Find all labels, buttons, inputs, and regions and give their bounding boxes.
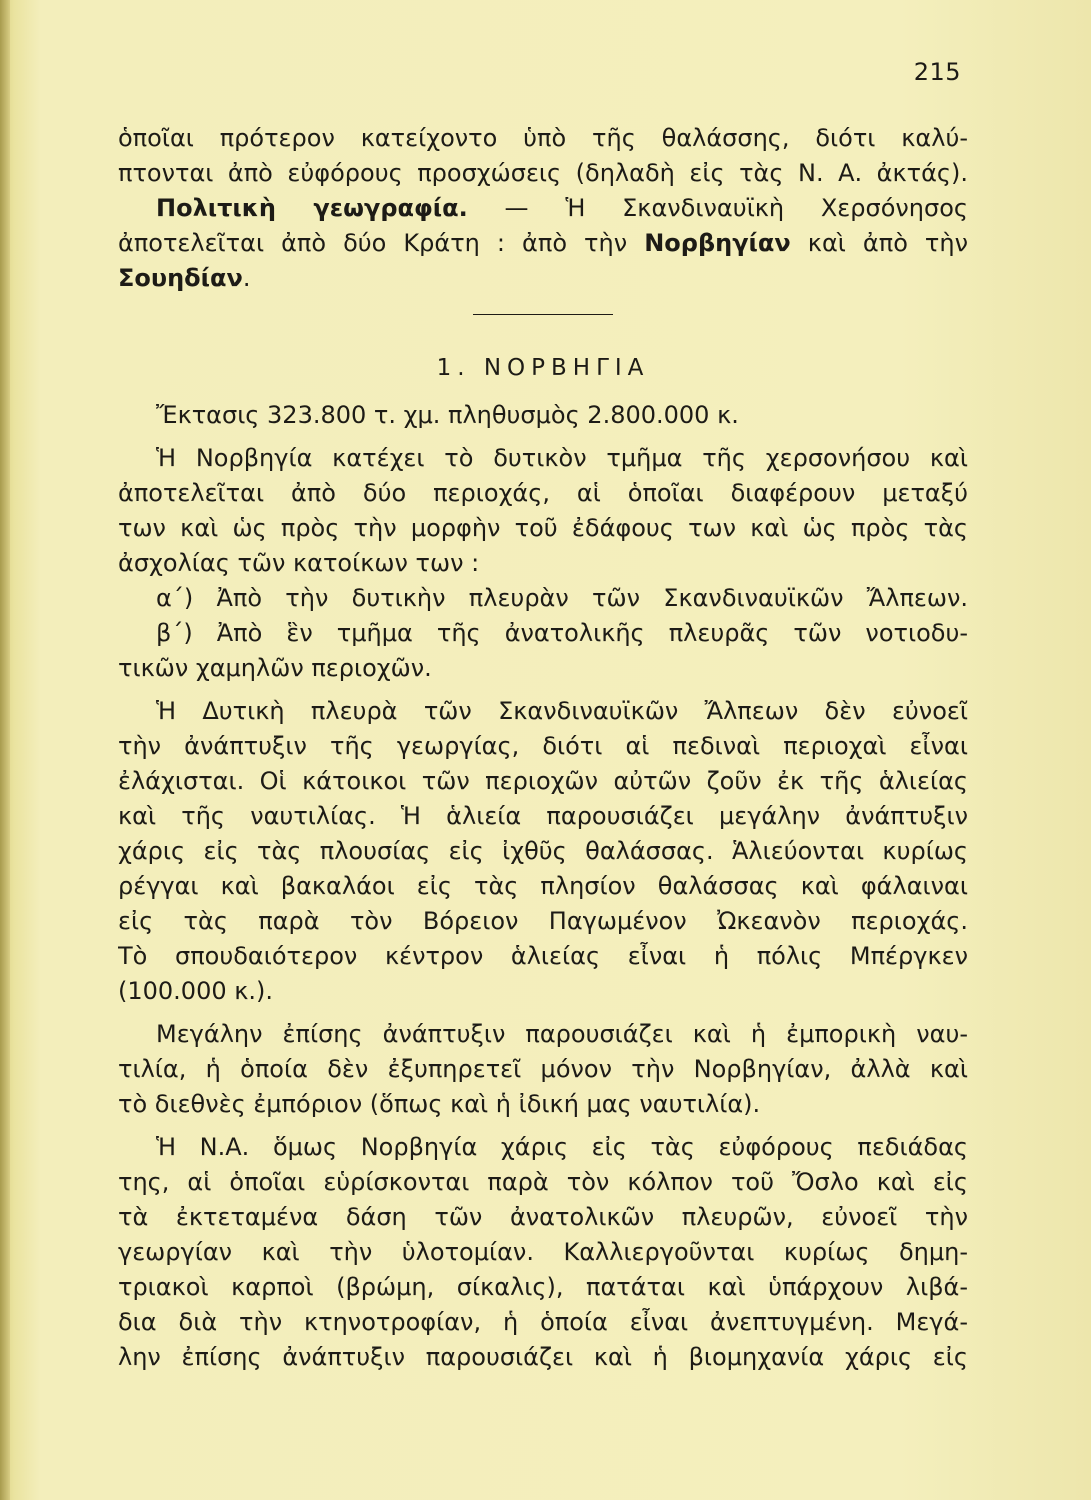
countries-text-end: καὶ ἀπὸ τὴν <box>790 229 968 257</box>
text-line: Ἡ Νορβηγία κατέχει τὸ δυτικὸν τμῆμα τῆς χερσονήσου καὶ <box>156 444 968 472</box>
text-line: χάρις εἰς τὰς πλουσίας εἰς ἰχθῦς θαλάσσας. Ἁλιεύονται κυρίως <box>118 837 968 865</box>
page-number: 215 <box>913 58 961 86</box>
countries-line <box>118 226 968 261</box>
page-text <box>118 121 968 1375</box>
country-norway: Νορβηγίαν <box>644 229 791 257</box>
section-divider <box>473 314 613 315</box>
text-line: της, αἱ ὁποῖαι εὑρίσκονται παρὰ τὸν κόλπον τοῦ Ὄσλο καὶ εἰς <box>118 1168 968 1196</box>
text-line: δια διὰ τὴν κτηνοτροφίαν, ἡ ὁποία εἶναι ἀνεπτυγμένη. Μεγά- <box>118 1308 968 1336</box>
list-item: β΄) Ἀπὸ ἓν τμῆμα τῆς ἀνατολικῆς πλευρᾶς τῶν νοτιοδυ- <box>156 619 968 647</box>
list-item: α΄) Ἀπὸ τὴν δυτικὴν πλευρὰν τῶν Σκανδιναυϊκῶν Ἄλπεων. <box>156 584 968 612</box>
text-line: ὁποῖαι πρότερον κατείχοντο ὑπὸ τῆς θαλάσσης, διότι καλύ- <box>118 124 968 152</box>
text-line: τὰ ἐκτεταμένα δάση τῶν ἀνατολικῶν πλευρῶν, εὐνοεῖ τὴν <box>118 1203 968 1231</box>
text-line: ἀποτελεῖται ἀπὸ δύο περιοχάς, αἱ ὁποῖαι διαφέρουν μεταξύ <box>118 479 968 507</box>
section-heading: 1. ΝΟΡΒΗΓΙΑ <box>436 355 650 381</box>
text-line: Τὸ σπουδαιότερον κέντρον ἁλιείας εἶναι ἡ πόλις Μπέργκεν <box>118 942 968 970</box>
text-line: Ἡ Δυτικὴ πλευρὰ τῶν Σκανδιναυϊκῶν Ἄλπεων δὲν εὐνοεῖ <box>156 697 968 725</box>
text-line: τικῶν χαμηλῶν περιοχῶν. <box>118 654 432 682</box>
country-sweden-period: . <box>242 264 251 292</box>
text-line: των καὶ ὡς πρὸς τὴν μορφὴν τοῦ ἐδάφους των καὶ ὡς πρὸς τὰς <box>118 514 968 542</box>
book-spine-shadow <box>0 0 10 1500</box>
text-line: καὶ τῆς ναυτιλίας. Ἡ ἁλιεία παρουσιάζει μεγάλην ἀνάπτυξιν <box>118 802 968 830</box>
political-geography-label: Πολιτικὴ γεωγραφία. <box>156 194 468 222</box>
text-line: λην ἐπίσης ἀνάπτυξιν παρουσιάζει καὶ ἡ βιομηχανία χάρις εἰς <box>118 1343 968 1371</box>
text-line: ἀσχολίας τῶν κατοίκων των : <box>118 549 480 577</box>
political-geography-text: — Ἡ Σκανδιναυϊκὴ Χερσόνησος <box>467 194 968 222</box>
text-line: ἐλάχισται. Οἱ κάτοικοι τῶν περιοχῶν αὐτῶν ζοῦν ἐκ τῆς ἁλιείας <box>118 767 968 795</box>
text-line: Μεγάλην ἐπίσης ἀνάπτυξιν παρουσιάζει καὶ ἡ ἐμπορικὴ ναυ- <box>156 1020 968 1048</box>
text-line: εἰς τὰς παρὰ τὸν Βόρειον Παγωμένον Ὠκεανὸν περιοχάς. <box>118 907 968 935</box>
area-population-line: Ἔκτασις 323.800 τ. χμ. πληθυσμὸς 2.800.000 κ. <box>156 401 739 429</box>
countries-text-start: ἀποτελεῖται ἀπὸ δύο Κράτη : ἀπὸ τὴν <box>118 229 645 257</box>
text-line: γεωργίαν καὶ τὴν ὑλοτομίαν. Καλλιεργοῦνται κυρίως δημη- <box>118 1238 968 1266</box>
text-line: ρέγγαι καὶ βακαλάοι εἰς τὰς πλησίον θαλάσσας καὶ φάλαιναι <box>118 872 968 900</box>
country-sweden-line <box>118 261 968 296</box>
country-sweden: Σουηδίαν <box>118 264 243 292</box>
text-line: τὸ διεθνὲς ἐμπόριον (ὅπως καὶ ἡ ἰδική μας ναυτιλία). <box>118 1090 761 1118</box>
text-line: Ἡ Ν.Α. ὅμως Νορβηγία χάρις εἰς τὰς εὐφόρους πεδιάδας <box>156 1133 968 1161</box>
text-line: τιλία, ἡ ὁποία δὲν ἐξυπηρετεῖ μόνον τὴν Νορβηγίαν, ἀλλὰ καὶ <box>118 1055 968 1083</box>
political-geography-line <box>118 191 968 226</box>
text-line: τριακοὶ καρποὶ (βρώμη, σίκαλις), πατάται καὶ ὑπάρχουν λιβά- <box>118 1273 968 1301</box>
text-line: (100.000 κ.). <box>118 977 274 1005</box>
text-line: πτονται ἀπὸ εὐφόρους προσχώσεις (δηλαδὴ εἰς τὰς Ν. Α. ἀκτάς). <box>118 159 968 187</box>
text-line: τὴν ἀνάπτυξιν τῆς γεωργίας, διότι αἱ πεδιναὶ περιοχαὶ εἶναι <box>118 732 968 760</box>
